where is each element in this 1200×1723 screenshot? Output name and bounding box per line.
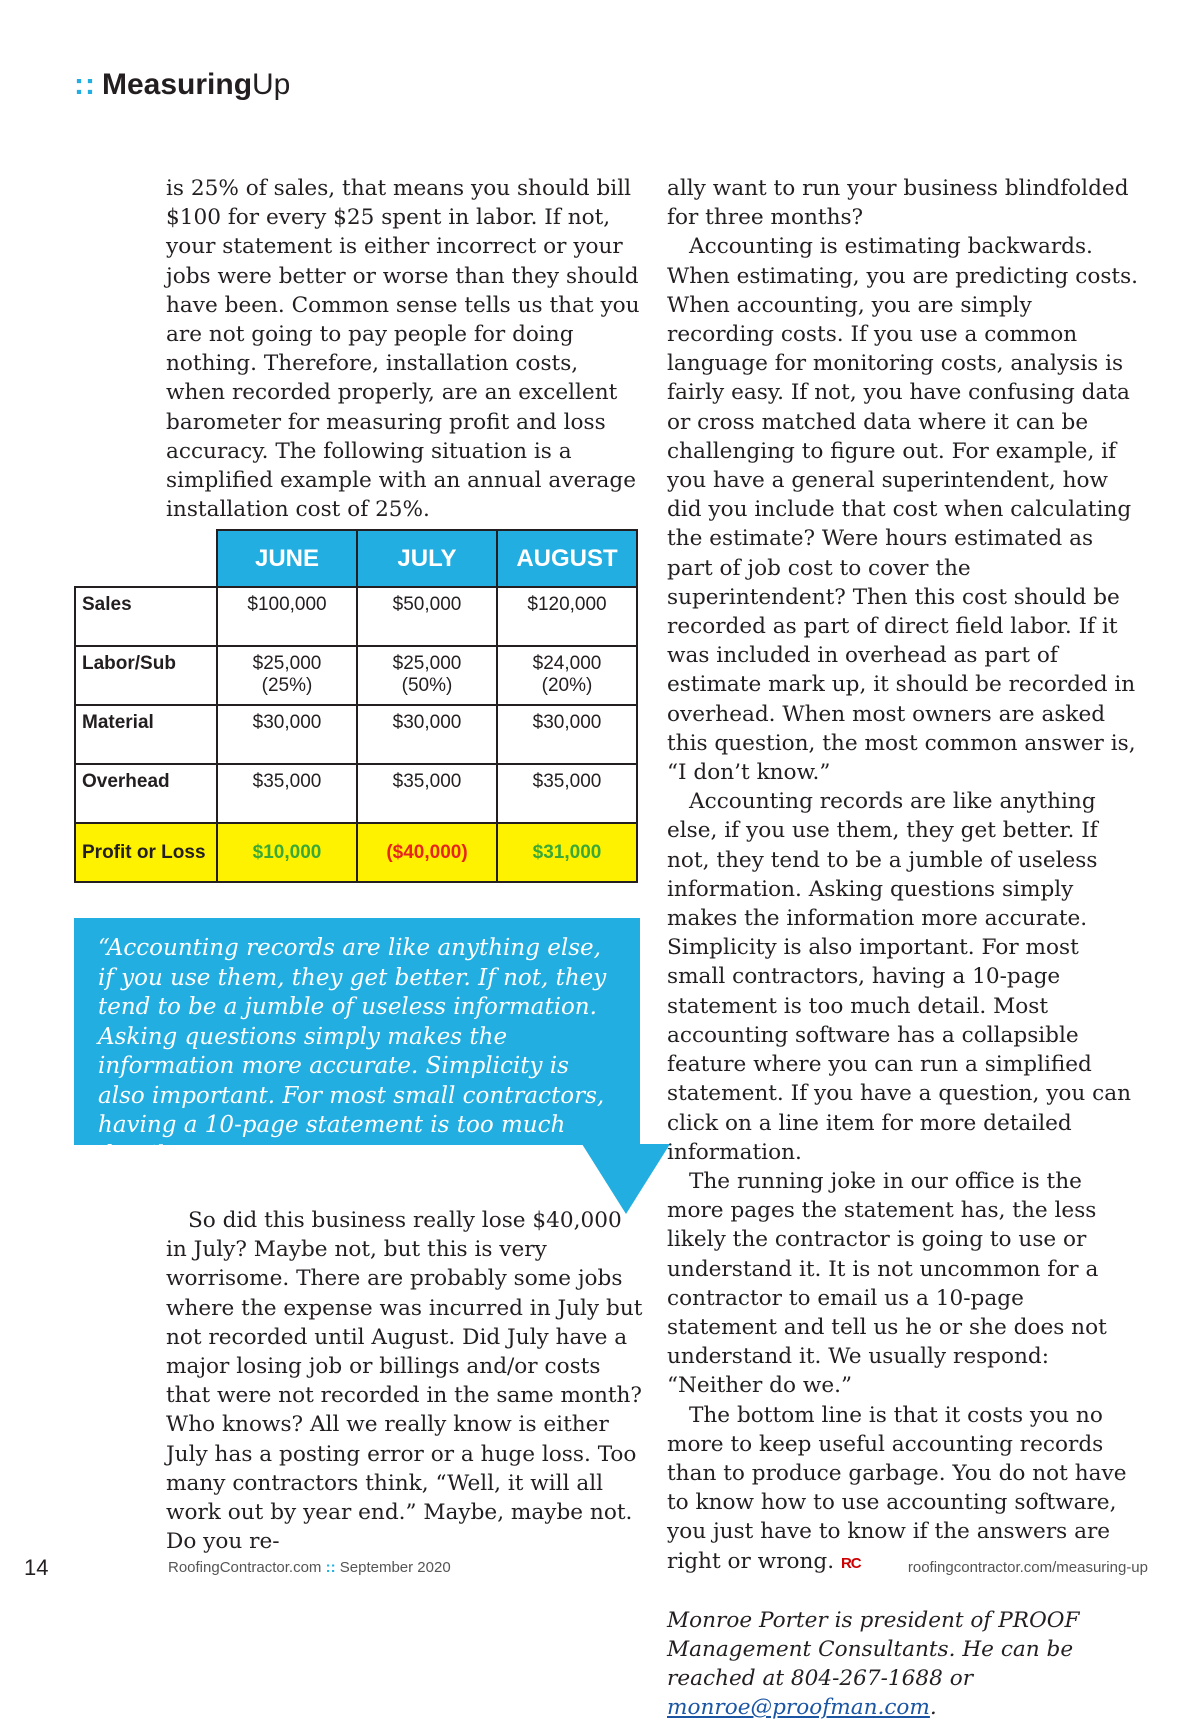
right-paragraph: The running joke in our office is the more pages the statement has, the less likely the contractor is going to use or understand it. It is not uncommon for a contractor to email us a 10-page statement and tell us he or she does not understand it. We usually respond: “Neither do we.”	[667, 1168, 1107, 1399]
footer-url: roofingcontractor.com/measuring-up	[907, 1559, 1148, 1576]
table-cell: $30,000	[497, 705, 637, 764]
section-header	[74, 68, 290, 102]
table-row	[75, 705, 637, 764]
author-text: Monroe Porter is president of PROOF Management Consultants. He can be reached at 804-267-1688 or	[667, 1607, 1080, 1692]
author-bio	[667, 1606, 1139, 1723]
author-email-link[interactable]: monroe@proofman.com	[667, 1695, 930, 1721]
table-cell	[357, 646, 497, 705]
cell-percent: (50%)	[401, 675, 453, 696]
header-light: Up	[252, 68, 291, 101]
right-paragraph: ally want to run your business blindfolded for three months?	[667, 176, 1129, 231]
table-cell: $100,000	[217, 587, 357, 646]
cell-percent: (25%)	[261, 675, 313, 696]
table-cell: $35,000	[497, 764, 637, 823]
row-label: Labor/Sub	[75, 646, 217, 705]
table-cell: $30,000	[217, 705, 357, 764]
bottom-left-column	[166, 1206, 644, 1556]
table-cell	[217, 646, 357, 705]
right-paragraph: Accounting is estimating backwards. When estimating, you are predicting costs. When accounting, you are simply recording costs. If you use a common language for monitoring costs, analysis is fairly easy. If not, you have confusing data or cross matched data where it can be challenging to figure out. For example, if you have a general superintendent, how did you include that cost when calculating the estimate? Were hours estimated as part of job cost to cover the superintendent? Then this cost should be recorded as part of direct field labor. If it was included in overhead as part of estimate mark up, it should be recorded in overhead. When most owners are asked this question, the most common answer is, “I don’t know.”	[667, 234, 1139, 786]
table-cell: $10,000	[217, 823, 357, 882]
closing-text: The bottom line is that it costs you no more to keep useful accounting records than to produce garbage. You do not have to know how to use accounting software, you just have to know if the answers are right or wrong.	[667, 1402, 1127, 1574]
table-header-row	[75, 530, 637, 587]
right-paragraph: Accounting records are like anything else, if you use them, they get better. If not, they tend to be a jumble of useless information. Asking questions simply makes the information more accurate. Simplicity is also important. For most small contractors, having a 10-page statement is too much detail. Most accounting software has a collapsible feature where you can run a simplified statement. If you have a question, you can click on a line item for more detailed information.	[667, 789, 1132, 1165]
row-label: Material	[75, 705, 217, 764]
profit-loss-row	[75, 823, 637, 882]
header-bold: Measuring	[101, 68, 253, 101]
cell-value: $25,000	[252, 653, 322, 674]
right-paragraph	[667, 1401, 1139, 1578]
top-left-paragraph: is 25% of sales, that means you should bill $100 for every $25 spent in labor. If not, your statement is either incorrect or your jobs were better or worse than they should have been. Common sense tells us that you are not going to pay people for doing nothing. Therefore, installation costs, when recorded properly, are an excellent barometer for measuring profit and loss accuracy. The following situation is a simplified example with an annual average installation cost of 25%.	[166, 176, 640, 523]
row-label: Overhead	[75, 764, 217, 823]
table-cell: $50,000	[357, 587, 497, 646]
row-label: Sales	[75, 587, 217, 646]
row-label: Profit or Loss	[75, 823, 217, 882]
table-cell: $31,000	[497, 823, 637, 882]
table-row	[75, 764, 637, 823]
table-corner	[75, 530, 217, 587]
cell-value: $25,000	[392, 653, 462, 674]
header-dots: ::	[74, 68, 96, 101]
footer-site: RoofingContractor.com	[168, 1559, 322, 1576]
cell-value: $24,000	[532, 653, 602, 674]
pull-quote-tail	[582, 1144, 670, 1214]
table-cell: $35,000	[357, 764, 497, 823]
footer-separator: ::	[325, 1559, 336, 1576]
bottom-left-text: So did this business really lose $40,000 in July? Maybe not, but this is very worrisome. There are probably some jobs where the expense was incurred in July but not recorded until August. Did July have a major losing job or billings and/or costs that were not recorded in the same month? Who knows? All we really know is either July has a posting error or a huge loss. Too many contractors think, “Well, it will all work out by year end.” Maybe, maybe not. Do you re-	[166, 1208, 643, 1555]
cell-percent: (20%)	[541, 675, 593, 696]
rc-end-mark: RC	[840, 1554, 861, 1572]
footer-date: September 2020	[339, 1559, 451, 1576]
author-end: .	[929, 1695, 937, 1721]
header-august: AUGUST	[497, 530, 637, 587]
table-cell	[497, 646, 637, 705]
table-row	[75, 646, 637, 705]
table-cell: $30,000	[357, 705, 497, 764]
top-left-column	[166, 174, 644, 524]
profit-loss-table	[74, 529, 638, 883]
pull-quote-text: “Accounting records are like anything else, if you use them, they get better. If not, they tend to be a jumble of useless information. Asking questions simply makes the information more accurate. Simplicity is also important. For most small contractors, having a 10-page statement is too much detail.”	[98, 935, 607, 1168]
table-cell: $35,000	[217, 764, 357, 823]
table-cell: $120,000	[497, 587, 637, 646]
bottom-left-paragraph	[166, 1206, 644, 1556]
pull-quote	[74, 918, 640, 1168]
table-cell: ($40,000)	[357, 823, 497, 882]
header-june: JUNE	[217, 530, 357, 587]
table-row	[75, 587, 637, 646]
page-number: 14	[24, 1555, 49, 1580]
right-column	[667, 174, 1139, 1723]
header-july: JULY	[357, 530, 497, 587]
footer-site-date	[168, 1559, 451, 1576]
